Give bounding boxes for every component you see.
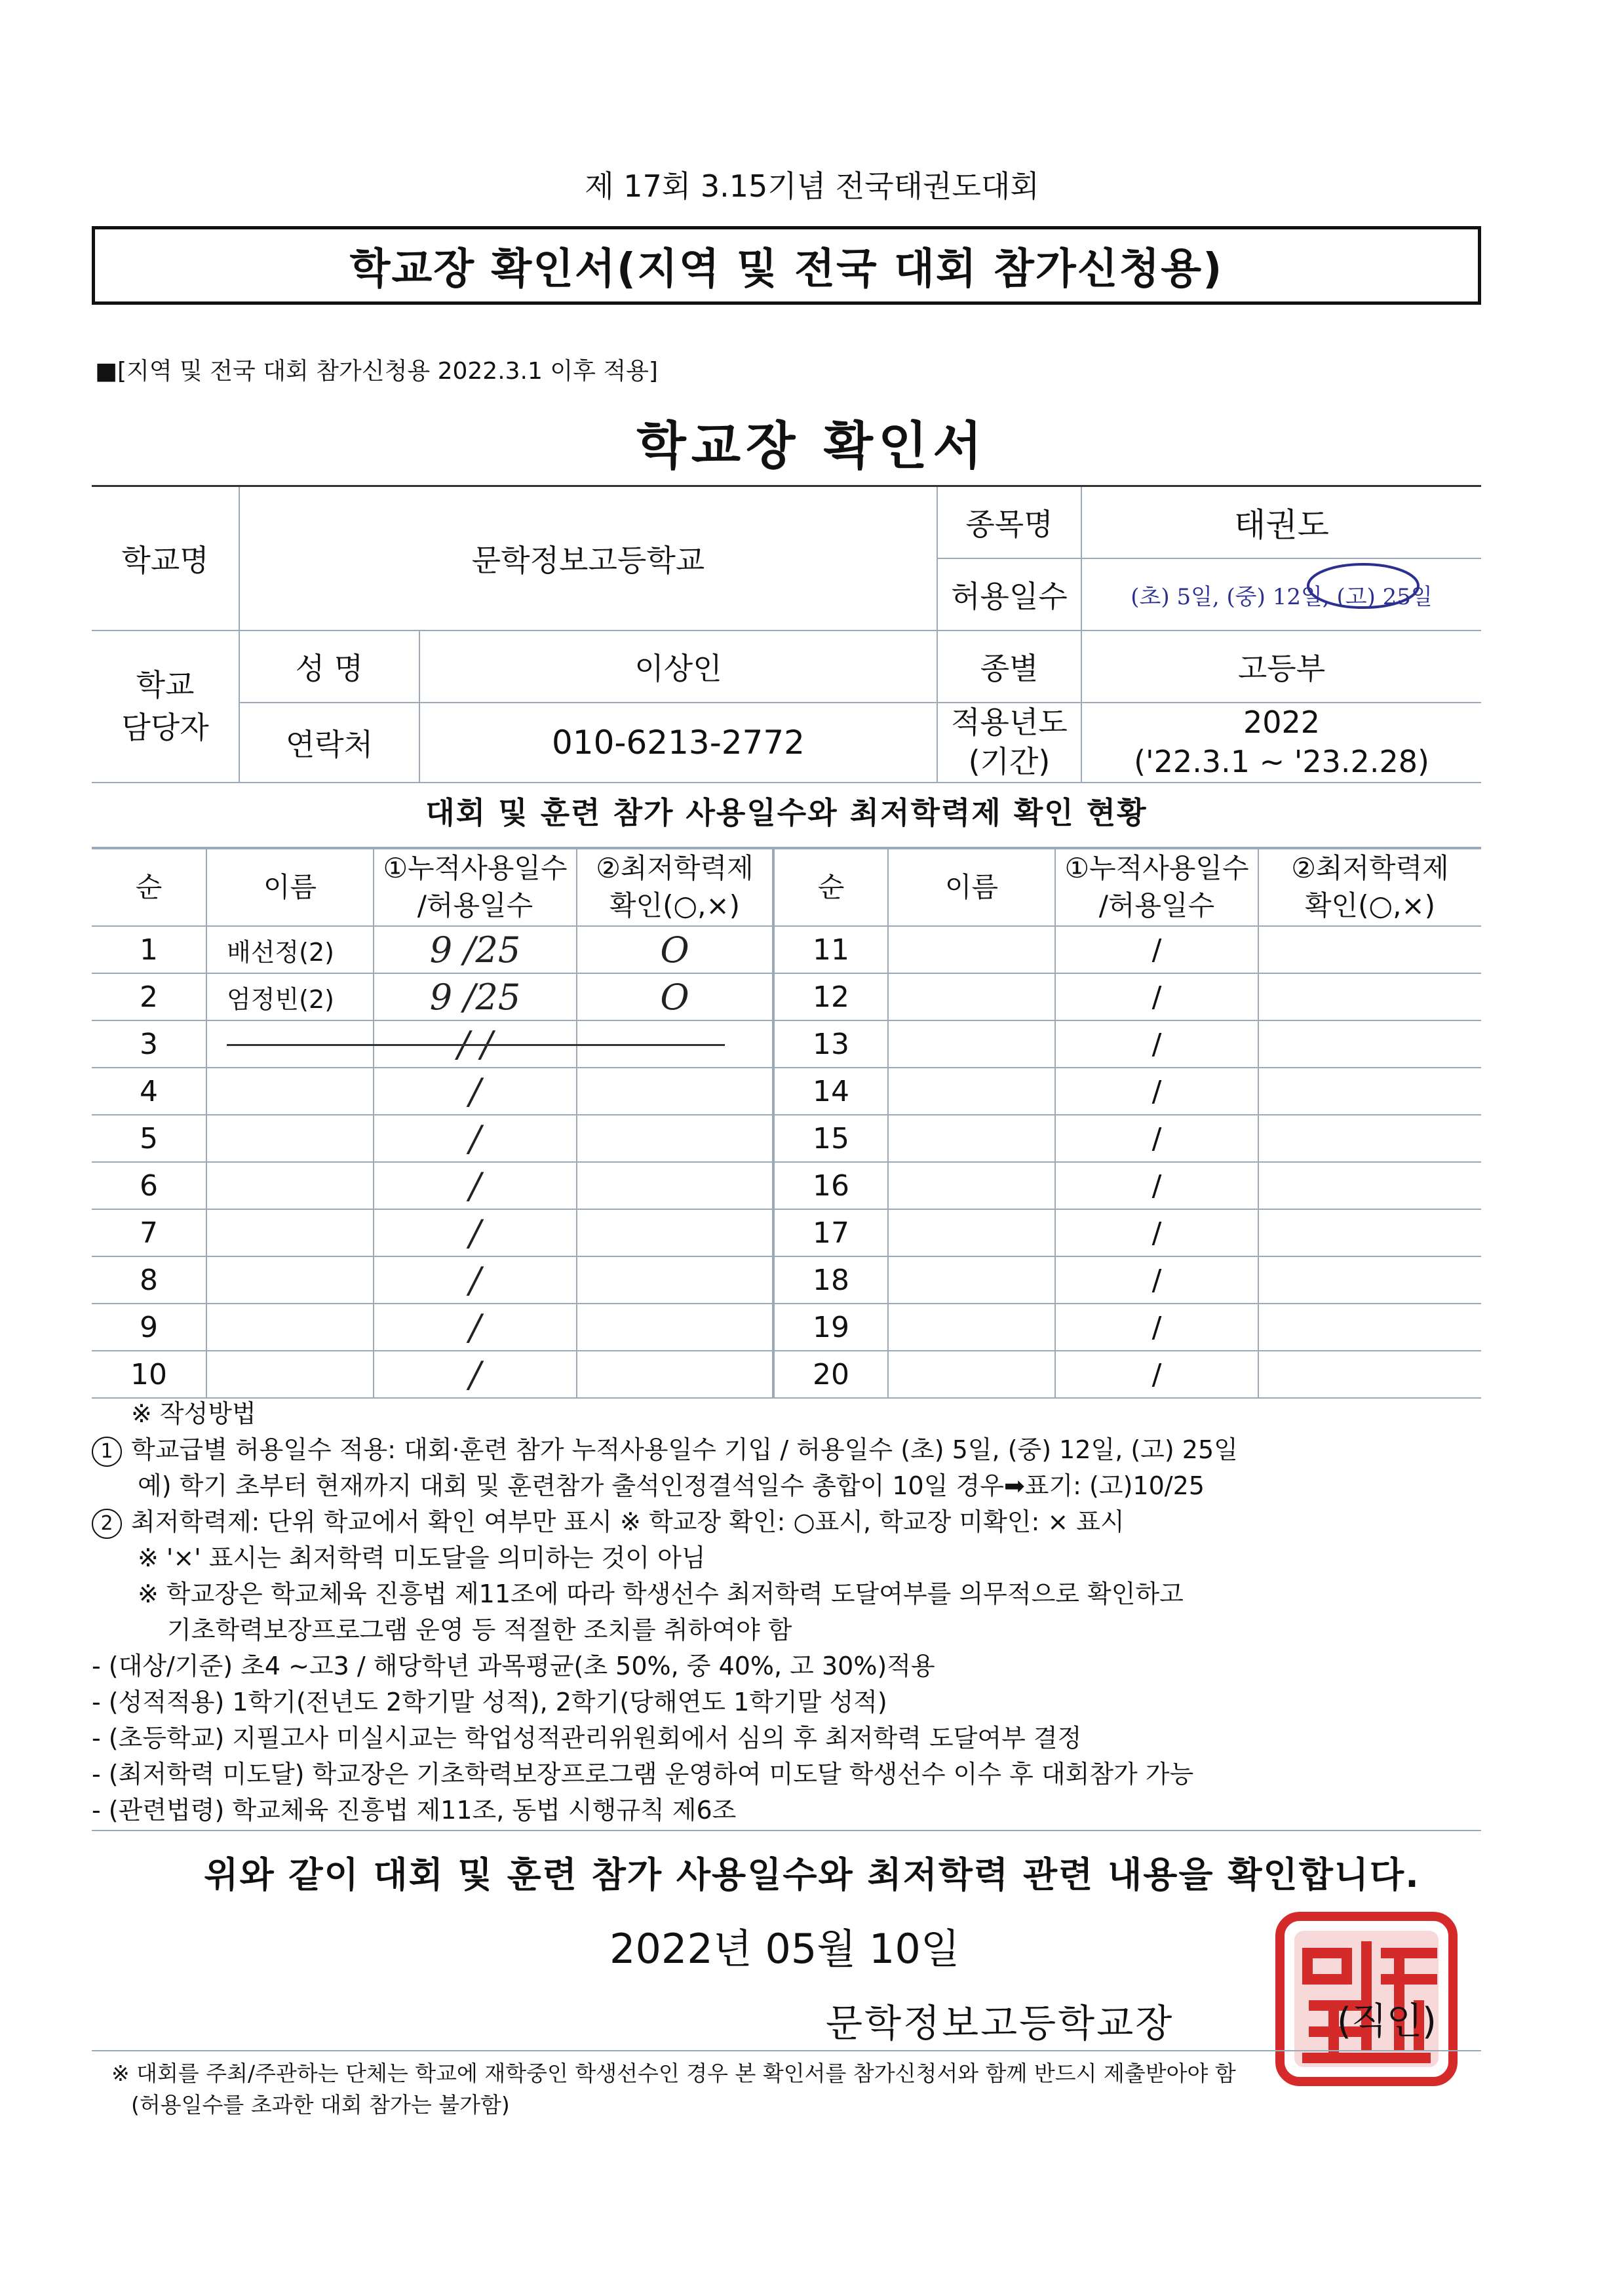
row-name [206, 1020, 374, 1068]
row-days-right: / [1055, 1209, 1258, 1256]
row-days: / [374, 1256, 577, 1304]
detail-target: - (대상/기준) 초4 ~고3 / 해당학년 과목평균(초 50%, 중 40%, 고 30%)적용 [92, 1652, 935, 1680]
sport-label: 종목명 [937, 486, 1081, 559]
applicability-notice: ■[지역 및 전국 대회 참가신청용 2022.3.1 이후 적용] [95, 358, 658, 385]
row-number: 9 [92, 1304, 206, 1351]
row-days: 9 /25 [374, 973, 577, 1020]
manager-label-line2: 담당자 [121, 709, 209, 745]
row-name [206, 1162, 374, 1209]
row-number: 7 [92, 1209, 206, 1256]
detail-law: - (관련법령) 학교체육 진흥법 제11조, 동법 시행규칙 제6조 [92, 1796, 737, 1825]
row-check-right [1258, 973, 1481, 1020]
contact-value: 010-6213-2772 [419, 703, 937, 783]
row-check-right [1258, 1209, 1481, 1256]
row-days-right: / [1055, 973, 1258, 1020]
row-check: O [577, 926, 773, 973]
row-check [577, 1115, 773, 1162]
header-no-right: 순 [773, 849, 888, 926]
row-name [206, 1351, 374, 1398]
row-name [206, 1209, 374, 1256]
row-number-right: 11 [773, 926, 888, 973]
row-check-right [1258, 1256, 1481, 1304]
row-days-right: / [1055, 1351, 1258, 1398]
row-days: / [374, 1351, 577, 1398]
row-name [206, 1256, 374, 1304]
table-row [92, 1020, 1481, 1068]
row-days-right: / [1055, 1068, 1258, 1115]
row-days: / [374, 1209, 577, 1256]
row-name [206, 1304, 374, 1351]
table-row [92, 1256, 1481, 1304]
row-number-right: 20 [773, 1351, 888, 1398]
header-check-line2: 확인(○,×) [609, 889, 741, 921]
event-title: 제 17회 3.15기념 전국태권도대회 [585, 168, 1039, 204]
page-title: 학교장 확인서 [636, 417, 988, 476]
footer-divider [92, 2050, 1481, 2051]
row-name-right [888, 1256, 1055, 1304]
row-check [577, 1304, 773, 1351]
row-check [577, 1256, 773, 1304]
row-name-right [888, 1162, 1055, 1209]
row-number-right: 17 [773, 1209, 888, 1256]
table-row [92, 1115, 1481, 1162]
header-days-right-line2: /허용일수 [1098, 889, 1215, 921]
header-days-line1: ①누적사용일수 [383, 852, 568, 885]
detail-grades: - (성적적용) 1학기(전년도 2학기말 성적), 2학기(당해연도 1학기말 성적) [92, 1688, 887, 1716]
row-name-right [888, 926, 1055, 973]
row-name-right [888, 1068, 1055, 1115]
header-check [577, 849, 773, 926]
year-label [937, 703, 1081, 783]
row-number-right: 14 [773, 1068, 888, 1115]
row-name-right [888, 1209, 1055, 1256]
footnote-line-1: ※ 대회를 주최/주관하는 단체는 학교에 재학중인 학생선수인 경우 본 확인서를 참가신청서와 함께 반드시 제출받아야 함 [111, 2061, 1236, 2086]
row-name-right [888, 1351, 1055, 1398]
year-value-line1: 2022 [1243, 705, 1321, 740]
header-no: 순 [92, 849, 206, 926]
row-check [577, 1209, 773, 1256]
year-value-line2: ('22.3.1 ~ '23.2.28) [1134, 743, 1429, 779]
table-row [92, 1351, 1481, 1398]
header-days-right [1055, 849, 1258, 926]
row-number: 3 [92, 1020, 206, 1068]
row-days-right: / [1055, 1115, 1258, 1162]
row-check-right [1258, 1162, 1481, 1209]
row-name-right [888, 1020, 1055, 1068]
seal-label: (직인) [1337, 2000, 1437, 2043]
row-check: O [577, 973, 773, 1020]
row-days: / [374, 1162, 577, 1209]
year-label-line2: (기간) [968, 743, 1051, 779]
manager-label [92, 630, 239, 783]
instruction-2-text: 최저학력제: 단위 학교에서 확인 여부만 표시 ※ 학교장 확인: ○표시, 학교장 미확인: × 표시 [131, 1507, 1125, 1536]
row-days-right: / [1055, 1256, 1258, 1304]
instruction-2-note-a: ※ '×' 표시는 최저학력 미도달을 의미하는 것이 아님 [138, 1543, 706, 1572]
division-label: 종별 [937, 630, 1081, 703]
row-number-right: 18 [773, 1256, 888, 1304]
instruction-1-number: 1 [92, 1437, 122, 1467]
row-name-right [888, 1115, 1055, 1162]
strike-line [227, 1044, 725, 1046]
info-table [92, 485, 1481, 783]
row-name: 배선정(2) [206, 926, 374, 973]
sport-value: 태권도 [1081, 486, 1481, 559]
row-check-right [1258, 1304, 1481, 1351]
allowed-days-label: 허용일수 [937, 558, 1081, 630]
header-check-right-line2: 확인(○,×) [1304, 889, 1436, 921]
header-check-right-line1: ②최저학력제 [1291, 852, 1449, 885]
table-row [92, 1162, 1481, 1209]
school-value: 문학정보고등학교 [239, 486, 937, 631]
row-days: 9 /25 [374, 926, 577, 973]
table-row [92, 973, 1481, 1020]
row-days-right: / [1055, 1304, 1258, 1351]
row-check [577, 1162, 773, 1209]
row-number: 5 [92, 1115, 206, 1162]
name-value: 이상인 [419, 630, 937, 703]
row-days-right: / [1055, 926, 1258, 973]
roster-table [92, 848, 1481, 1399]
instruction-2 [92, 1504, 1494, 1540]
roster-section-title: 대회 및 훈련 참가 사용일수와 최저학력제 확인 현황 [92, 779, 1481, 848]
header-name: 이름 [206, 849, 374, 926]
row-number-right: 13 [773, 1020, 888, 1068]
header-check-right [1258, 849, 1481, 926]
manager-label-line1: 학교 [136, 667, 195, 703]
header-days [374, 849, 577, 926]
issue-date: 2022년 05월 10일 [609, 1925, 960, 1973]
instruction-2-note-c: 기초학력보장프로그램 운영 등 적절한 조치를 취하여야 함 [167, 1616, 792, 1644]
principal-name: 문학정보고등학교장 [826, 2001, 1174, 2045]
row-days: / [374, 1115, 577, 1162]
row-days-right: / [1055, 1020, 1258, 1068]
row-check [577, 1351, 773, 1398]
instruction-2-note-b: ※ 학교장은 학교체육 진흥법 제11조에 따라 학생선수 최저학력 도달여부를 의무적으로 확인하고 [138, 1579, 1184, 1608]
header-days-right-line1: ①누적사용일수 [1064, 852, 1249, 885]
row-number-right: 16 [773, 1162, 888, 1209]
instructions [92, 1396, 1494, 1829]
confirmation-statement: 위와 같이 대회 및 훈련 참가 사용일수와 최저학력 관련 내용을 확인합니다. [204, 1854, 1420, 1895]
roster-body [92, 926, 1481, 1398]
handwritten-circle-mark [1304, 560, 1422, 611]
row-days: / [374, 1068, 577, 1115]
footnote-line-2: (허용일수를 초과한 대회 참가는 불가함) [131, 2092, 510, 2118]
instruction-2-number: 2 [92, 1509, 122, 1539]
row-check [577, 1068, 773, 1115]
row-check-right [1258, 1068, 1481, 1115]
row-name [206, 1068, 374, 1115]
table-row [92, 1209, 1481, 1256]
row-number-right: 15 [773, 1115, 888, 1162]
row-number: 4 [92, 1068, 206, 1115]
instruction-1-text: 학교급별 허용일수 적용: 대회·훈련 참가 누적사용일수 기입 / 허용일수 (초) 5일, (중) 12일, (고) 25일 [131, 1435, 1238, 1464]
row-number: 6 [92, 1162, 206, 1209]
row-number: 10 [92, 1351, 206, 1398]
name-label: 성 명 [239, 630, 419, 703]
row-number-right: 12 [773, 973, 888, 1020]
instruction-1 [92, 1432, 1494, 1468]
year-value [1081, 703, 1481, 783]
header-name-right: 이름 [888, 849, 1055, 926]
row-days: / [374, 1304, 577, 1351]
row-check-right [1258, 926, 1481, 973]
footnote [111, 2058, 1236, 2121]
allowed-days-value: (초) 5일, (중) 12일, (고) 25일 [1081, 558, 1481, 630]
row-check-right [1258, 1115, 1481, 1162]
instruction-1-example: 예) 학기 초부터 현재까지 대회 및 훈련참가 출석인정결석일수 총합이 10일 경우➡표기: (고)10/25 [138, 1471, 1205, 1500]
table-row [92, 1068, 1481, 1115]
year-label-line1: 적용년도 [951, 705, 1068, 740]
divider [92, 1830, 1481, 1831]
row-check-right [1258, 1020, 1481, 1068]
document-title-box: 학교장 확인서(지역 및 전국 대회 참가신청용) [92, 226, 1481, 305]
division-value: 고등부 [1081, 630, 1481, 703]
detail-not-reached: - (최저학력 미도달) 학교장은 기초학력보장프로그램 운영하여 미도달 학생선수 이수 후 대회참가 가능 [92, 1760, 1194, 1789]
table-row [92, 926, 1481, 973]
row-number: 2 [92, 973, 206, 1020]
row-name: 엄정빈(2) [206, 973, 374, 1020]
school-label: 학교명 [92, 486, 239, 631]
instructions-heading: ※ 작성방법 [131, 1399, 256, 1428]
row-number-right: 19 [773, 1304, 888, 1351]
row-days-right: / [1055, 1162, 1258, 1209]
row-days: / / [374, 1020, 577, 1068]
table-row [92, 1304, 1481, 1351]
header-check-line1: ②최저학력제 [596, 852, 754, 885]
row-check-right [1258, 1351, 1481, 1398]
row-number: 8 [92, 1256, 206, 1304]
row-name [206, 1115, 374, 1162]
contact-label: 연락처 [239, 703, 419, 783]
row-name-right [888, 973, 1055, 1020]
detail-elementary: - (초등학교) 지필고사 미실시교는 학업성적관리위원회에서 심의 후 최저학력 도달여부 결정 [92, 1724, 1082, 1753]
row-number: 1 [92, 926, 206, 973]
header-days-line2: /허용일수 [417, 889, 533, 921]
row-name-right [888, 1304, 1055, 1351]
